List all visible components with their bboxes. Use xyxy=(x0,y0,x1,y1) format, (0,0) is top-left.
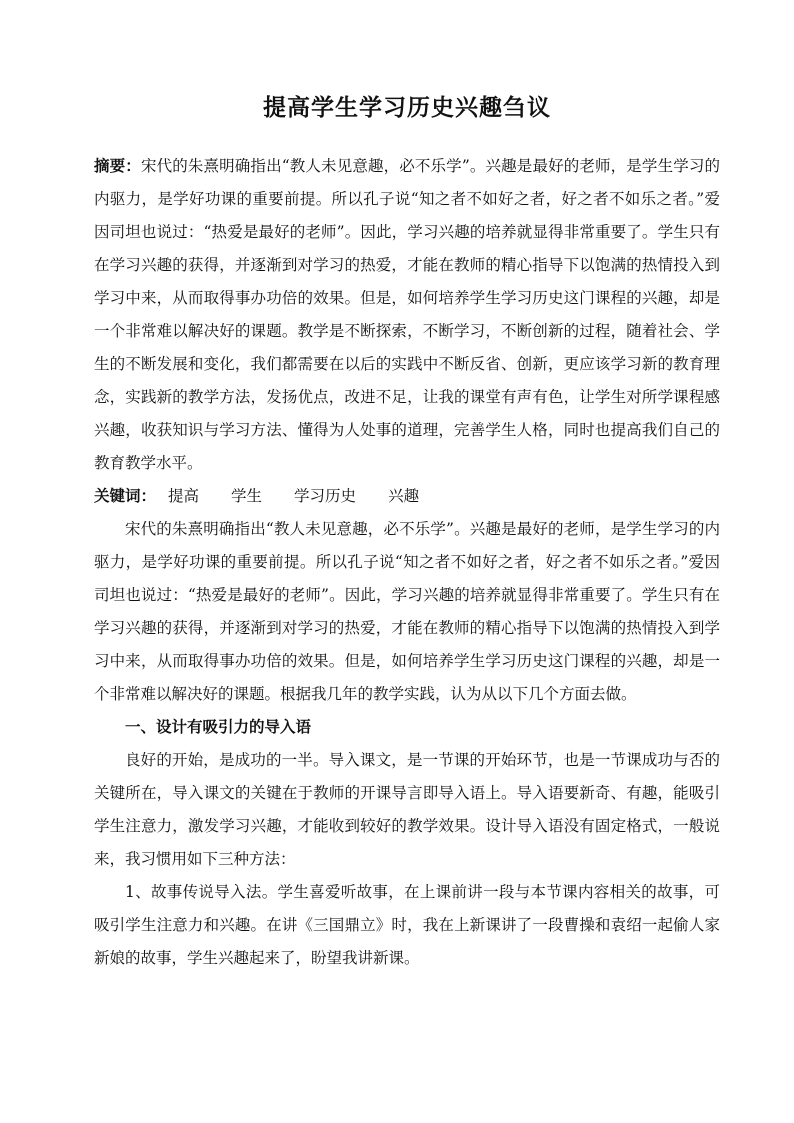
keyword-item: 提高 xyxy=(168,487,200,505)
section-heading: 一、设计有吸引力的导入语 xyxy=(125,718,312,736)
abstract-label: 摘要： xyxy=(94,157,141,175)
keywords-line xyxy=(94,480,720,513)
keyword-item: 学习历史 xyxy=(294,487,357,505)
keywords-label: 关键词： xyxy=(94,487,157,505)
document-title: 提高学生学习历史兴趣刍议 xyxy=(263,95,551,121)
abstract-text: 宋代的朱熹明确指出“教人未见意趣，必不乐学”。兴趣是最好的老师，是学生学习的内驱力，是学好功课的重要前提。所以孔子说“知之者不如好之者，好之者不如乐之者。”爱因司坦也说过：“热爱是最好的老师”。因此，学习兴趣的培养就显得非常重要了。学生只有在学习兴趣的获得，并逐渐到对学习的热爱，才能在教师的精心指导下以饱满的热情投入到学习中来，从而取得事办功倍的效果。但是，如何培养学生学习历史这门课程的兴趣，却是一个非常难以解决好的课题。教学是不断探索，不断学习，不断创新的过程，随着社会、学生的不断发展和变化，我们都需要在以后的实践中不断反省、创新，更应该学习新的教育理念，实践新的教学方法，发扬优点，改进不足，让我的课堂有声有色，让学生对所学课程感兴趣，收获知识与学习方法、懂得为人处事的道理，完善学生人格，同时也提高我们自己的教育教学水平。 xyxy=(94,157,720,472)
keyword-item: 学生 xyxy=(231,487,263,505)
intro-paragraph: 宋代的朱熹明确指出“教人未见意趣，必不乐学”。兴趣是最好的老师，是学生学习的内驱力，是学好功课的重要前提。所以孔子说“知之者不如好之者，好之者不如乐之者。”爱因司坦也说过：“热爱是最好的老师”。因此，学习兴趣的培养就显得非常重要了。学生只有在学习兴趣的获得，并逐渐到对学习的热爱，才能在教师的精心指导下以饱满的热情投入到学习中来，从而取得事办功倍的效果。但是，如何培养学生学习历史这门课程的兴趣，却是一个非常难以解决好的课题。根据我几年的教学实践，认为从以下几个方面去做。 xyxy=(94,520,720,703)
document-page xyxy=(94,0,720,1123)
abstract-paragraph xyxy=(94,150,720,480)
document-body xyxy=(94,150,720,975)
section-paragraph: 良好的开始，是成功的一半。导入课文，是一节课的开始环节，也是一节课成功与否的关键所在，导入课文的关键在于教师的开课导言即导入语上。导入语要新奇、有趣，能吸引学生注意力，激发学习兴趣，才能收到较好的教学效果。设计导入语没有固定格式，一般说来，我习惯用如下三种方法： xyxy=(94,751,720,868)
keyword-item: 兴趣 xyxy=(388,487,420,505)
method-paragraph: 1、故事传说导入法。学生喜爱听故事，在上课前讲一段与本节课内容相关的故事，可吸引学生注意力和兴趣。在讲《三国鼎立》时，我在上新课讲了一段曹操和袁绍一起偷人家新娘的故事，学生兴趣起来了，盼望我讲新课。 xyxy=(94,883,720,967)
